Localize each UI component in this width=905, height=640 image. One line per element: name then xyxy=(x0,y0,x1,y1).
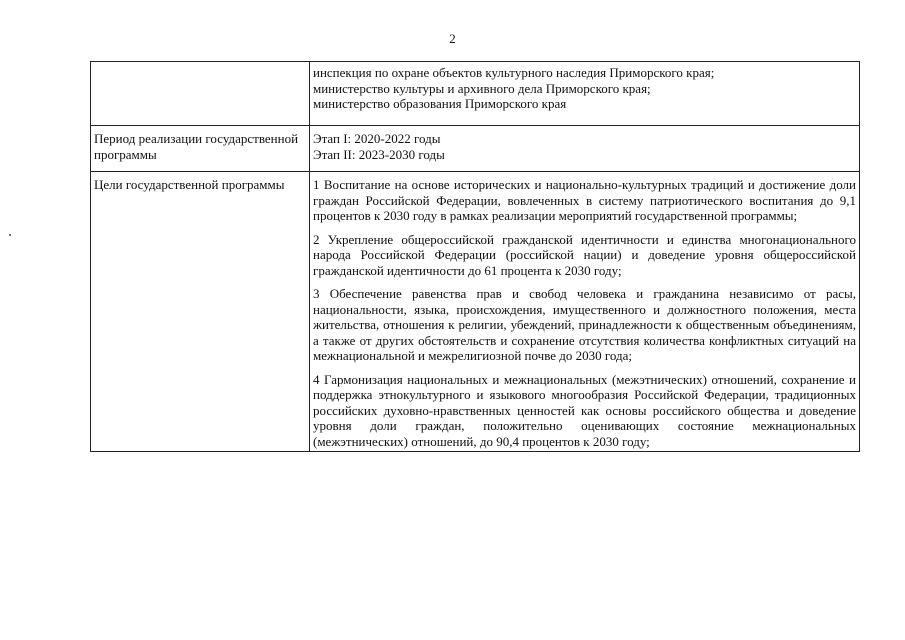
goal-paragraph: 4 Гармонизация национальных и межнациональных (межэтнических) отношений, сохранение и поддержка этнокультурного и языкового многообразия Российской Федерации, традиционных российских духовно-нравственных ценностей как основы российского общества и доведение уровня доли граждан, положительно оценивающих состояние межнациональных (межэтнических) отношений, до 90,4 процентов к 2030 году; xyxy=(313,371,856,449)
stage-line: Этап I: 2020-2022 годы xyxy=(313,131,441,146)
executor-line: инспекция по охране объектов культурного наследия Приморского края; xyxy=(313,65,715,80)
goal-paragraph: 1 Воспитание на основе исторических и национально-культурных традиций и достижение доли граждан Российской Федерации, вовлеченных в систему патриотического воспитания до 9,1 процентов к 2030 году в рамках реализации мероприятий государственной программы; xyxy=(313,177,856,223)
goal-paragraph: 3 Обеспечение равенства прав и свобод человека и гражданина независимо от расы, национальности, языка, происхождения, имущественного и должностного положения, места жительства, отношения к религии, убеждений, принадлежности к общественным объединениям, а также от других обстоятельств и сохранение отсутствия количества конфликтных ситуаций на межнациональной и межрелигиозной почве до 2030 года; xyxy=(313,286,856,363)
goals-label: Цели государственной программы xyxy=(91,172,310,452)
period-label: Период реализации государственной программы xyxy=(91,126,310,172)
scan-artifact-dot xyxy=(9,234,11,236)
page-number: 2 xyxy=(449,31,456,46)
table-row-period xyxy=(91,126,860,172)
program-passport-table xyxy=(90,61,860,452)
goal-paragraph: 2 Укрепление общероссийской гражданской идентичности и единства многонационального народа Российской Федерации (российской нации) и доведение уровня общероссийской гражданской идентичности до 61 процента к 2030 году; xyxy=(313,231,856,278)
executors-cell xyxy=(310,62,860,126)
period-cell xyxy=(310,126,860,172)
stage-line: Этап II: 2023-2030 годы xyxy=(313,146,445,162)
table-row-goals xyxy=(91,172,860,452)
goals-cell xyxy=(310,172,860,452)
row-label-empty xyxy=(91,62,310,126)
executor-line: министерство культуры и архивного дела Приморского края; xyxy=(313,80,651,96)
table-row-executors xyxy=(91,62,860,126)
executor-line: министерство образования Приморского края xyxy=(313,96,567,111)
